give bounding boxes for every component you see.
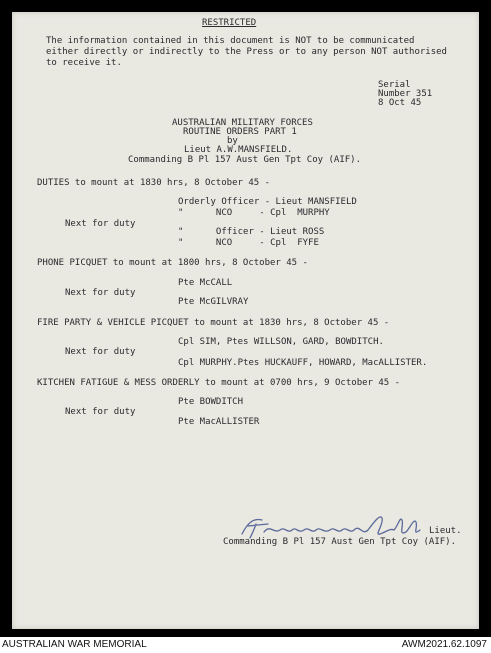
kitchen-title: KITCHEN FATIGUE & MESS ORDERLY to mount at 0700 hrs, 9 October 45 - [37,378,401,388]
heading-forces: AUSTRALIAN MILITARY FORCES [172,118,313,128]
kitchen-next: Pte MacALLISTER [178,417,260,427]
document-page [12,12,479,629]
notice-line-2: either directly or indirectly to the Press or to any person NOT authorised [46,47,447,57]
phone-picquet-next: Pte McGILVRAY [178,297,249,307]
signatory-rank: Lieut. [429,526,462,536]
footer-institution: AUSTRALIAN WAR MEMORIAL [2,639,147,650]
serial-date: 8 Oct 45 [378,98,422,108]
heading-orders: ROUTINE ORDERS PART 1 [183,127,297,137]
duties-row-2: " NCO - Cpl MURPHY [178,208,330,218]
kitchen-current: Pte BOWDITCH [178,397,244,407]
footer-accession-number: AWM2021.62.1097 [401,639,487,650]
duties-title: DUTIES to mount at 1830 hrs, 8 October 45 - [37,178,270,188]
duties-row-4: " NCO - Cpl FYFE [178,238,319,248]
notice-line-3: to receive it. [46,58,122,68]
kitchen-next-label: Next for duty [65,407,136,417]
phone-picquet-current: Pte McCALL [178,278,233,288]
serial-label: Serial [378,80,411,90]
signatory-title: Commanding B Pl 157 Aust Gen Tpt Coy (AIF). [223,537,456,547]
fire-party-title: FIRE PARTY & VEHICLE PICQUET to mount at 1830 hrs, 8 October 45 - [37,318,390,328]
duties-next-label: Next for duty [65,219,136,229]
classification-heading: RESTRICTED [202,18,257,28]
phone-picquet-next-label: Next for duty [65,288,136,298]
duties-row-1: Orderly Officer - Lieut MANSFIELD [178,197,357,207]
heading-command: Commanding B Pl 157 Aust Gen Tpt Coy (AIF). [128,155,361,165]
heading-officer: Lieut A.W.MANSFIELD. [184,145,293,155]
notice-line-1: The information contained in this document is NOT to be communicated [46,36,415,46]
fire-party-next: Cpl MURPHY.Ptes HUCKAUFF, HOWARD, MacALLISTER. [178,358,428,368]
phone-picquet-title: PHONE PICQUET to mount at 1800 hrs, 8 October 45 - [37,258,308,268]
duties-row-3: " Officer - Lieut ROSS [178,227,325,237]
fire-party-current: Cpl SIM, Ptes WILLSON, GARD, BOWDITCH. [178,337,384,347]
serial-number: Number 351 [378,89,433,99]
footer-bar [0,637,491,653]
heading-by: by [227,136,238,146]
fire-party-next-label: Next for duty [65,347,136,357]
